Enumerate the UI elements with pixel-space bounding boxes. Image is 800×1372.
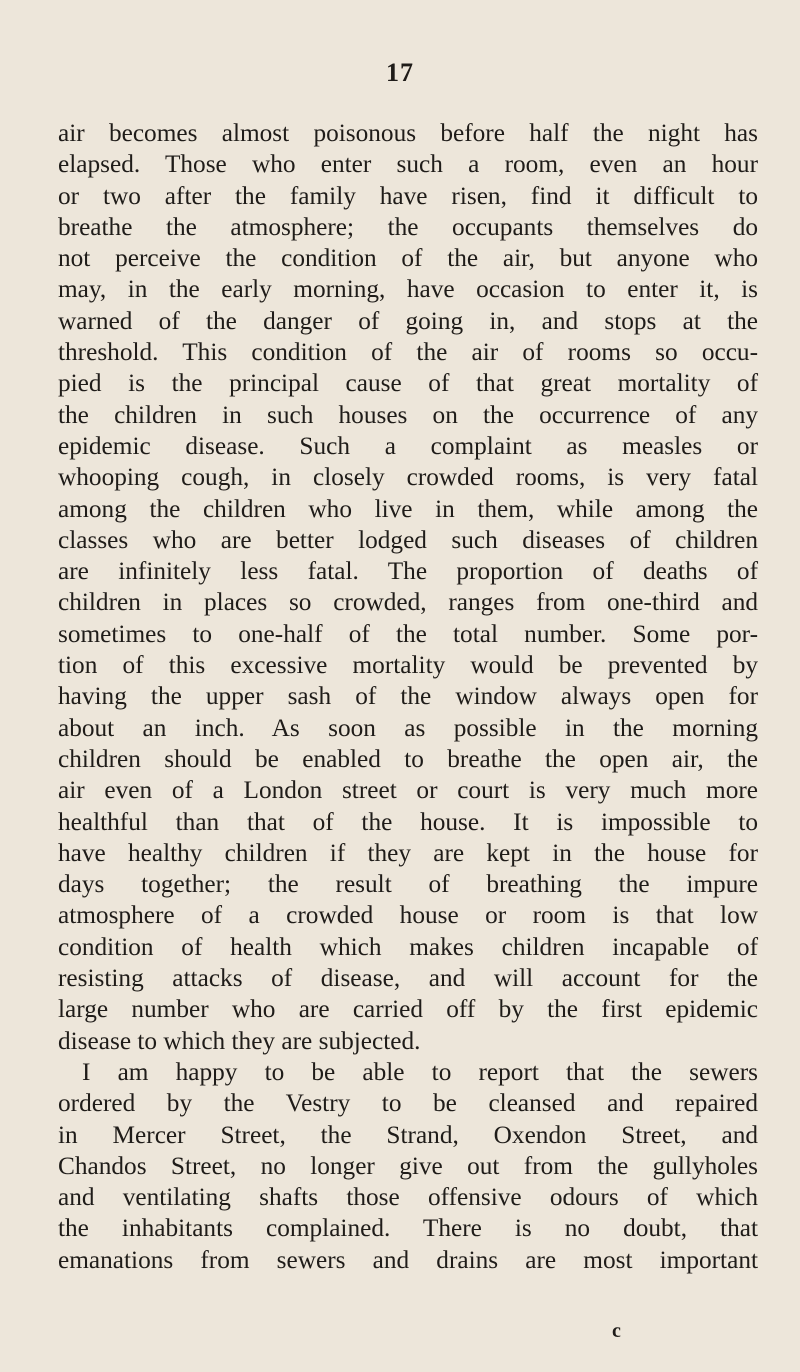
- text-line: air becomes almost poisonous before half the night has: [58, 119, 758, 147]
- text-line: classes who are better lodged such diseases of children: [58, 525, 758, 554]
- signature-mark: c: [612, 1320, 621, 1342]
- text-line: healthful than that of the house. It is impossible to: [58, 807, 758, 836]
- text-line: elapsed. Those who enter such a room, even an hour: [58, 150, 758, 179]
- text-line: and ventilating shafts those offensive odours of which: [58, 1183, 758, 1212]
- text-line: emanations from sewers and drains are most important: [58, 1245, 758, 1274]
- text-line: whooping cough, in closely crowded rooms, is very fatal: [58, 463, 758, 492]
- text-line: disease to which they are subjected.: [58, 1026, 421, 1055]
- text-line: epidemic disease. Such a complaint as measles or: [58, 431, 758, 460]
- text-line: are infinitely less fatal. The proportion of deaths of: [58, 557, 758, 586]
- paragraph-1: [58, 118, 758, 1057]
- text-line: or two after the family have risen, find it difficult to: [58, 181, 758, 210]
- text-line: not perceive the condition of the air, but anyone who: [58, 244, 758, 273]
- text-line: the children in such houses on the occurrence of any: [58, 400, 758, 429]
- text-line: warned of the danger of going in, and stops at the: [58, 306, 758, 335]
- text-line: Chandos Street, no longer give out from the gullyholes: [58, 1151, 758, 1180]
- text-line: having the upper sash of the window always open for: [58, 682, 758, 711]
- text-line: in Mercer Street, the Strand, Oxendon Street, and: [58, 1120, 758, 1149]
- text-line: air even of a London street or court is very much more: [58, 776, 758, 805]
- text-line: atmosphere of a crowded house or room is that low: [58, 901, 758, 930]
- text-line: large number who are carried off by the first epidemic: [58, 995, 758, 1024]
- body-text: [58, 118, 758, 1276]
- page-number: 17: [386, 58, 414, 87]
- text-line: ordered by the Vestry to be cleansed and repaired: [58, 1089, 758, 1118]
- text-line: may, in the early morning, have occasion to enter it, is: [58, 275, 758, 304]
- text-line: children in places so crowded, ranges from one-third and: [58, 588, 758, 617]
- text-line: breathe the atmosphere; the occupants themselves do: [58, 212, 758, 241]
- text-line: children should be enabled to breathe the open air, the: [58, 744, 758, 773]
- text-line: tion of this excessive mortality would be prevented by: [58, 651, 758, 680]
- text-line: the inhabitants complained. There is no doubt, that: [58, 1214, 758, 1243]
- text-line: I am happy to be able to report that the sewers: [82, 1057, 758, 1086]
- text-line: about an inch. As soon as possible in the morning: [58, 713, 758, 742]
- text-line: days together; the result of breathing the impure: [58, 870, 758, 899]
- text-line: pied is the principal cause of that great mortality of: [58, 369, 758, 398]
- text-line: sometimes to one-half of the total number. Some por-: [58, 619, 758, 648]
- text-line: condition of health which makes children incapable of: [58, 932, 758, 961]
- text-line: among the children who live in them, while among the: [58, 494, 758, 523]
- text-line: threshold. This condition of the air of rooms so occu-: [58, 338, 758, 367]
- text-line: have healthy children if they are kept in the house for: [58, 838, 758, 867]
- paragraph-2: [58, 1057, 758, 1276]
- text-line: resisting attacks of disease, and will account for the: [58, 964, 758, 993]
